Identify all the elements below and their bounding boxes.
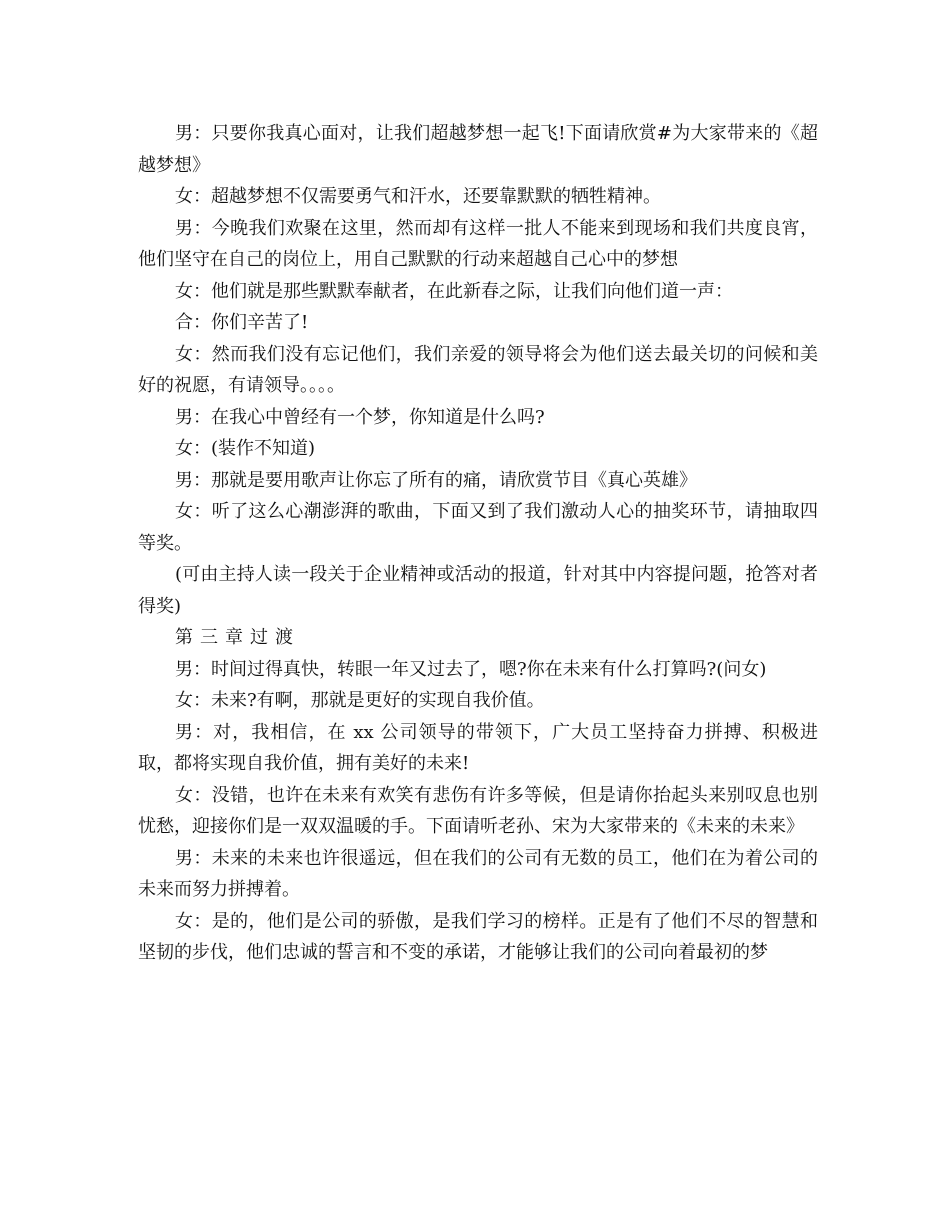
paragraph: 女：超越梦想不仅需要勇气和汗水，还要靠默默的牺牲精神。 [175,186,661,207]
paragraph: 女：听了这么心潮澎湃的歌曲，下面又到了我们激动人心的抽奖环节，请抽取四等奖。 [138,501,818,554]
paragraph: 女：然而我们没有忘记他们，我们亲爱的领导将会为他们送去最关切的问候和美好的祝愿，有请领导。。。。 [138,343,818,396]
paragraph: 男：那就是要用歌声让你忘了所有的痛，请欣赏节目《真心英雄》 [175,469,697,491]
paragraph: 男：在我心中曾经有一个梦，你知道是什么吗? [175,406,545,428]
paragraph: 女：是的，他们是公司的骄傲，是我们学习的榜样。正是有了他们不尽的智慧和坚韧的步伐，他们忠诚的誓言和不变的承诺，才能够让我们的公司向着最初的梦 [138,910,818,963]
paragraph: 男：今晚我们欢聚在这里，然而却有这样一批人不能来到现场和我们共度良宵，他们坚守在自己的岗位上，用自己默默的行动来超越自己心中的梦想 [138,217,818,270]
paragraph: 男：未来的未来也许很遥远，但在我们的公司有无数的员工，他们在为着公司的未来而努力拼搏着。 [138,847,818,900]
paragraph: 女：没错，也许在未来有欢笑有悲伤有许多等候，但是请你抬起头来别叹息也别忧愁，迎接你们是一双双温暖的手。下面请听老孙、宋为大家带来的《未来的未来》 [138,784,818,837]
paragraph: 女：未来?有啊，那就是更好的实现自我价值。 [175,690,545,711]
document-body [138,118,818,969]
paragraph: 男：对，我相信，在 xx 公司领导的带领下，广大员工坚持奋力拼搏、积极进取，都将实现自我价值，拥有美好的未来! [138,721,818,774]
chapter-heading: 第三章过渡 [175,627,300,648]
paragraph: 女：他们就是那些默默奉献者，在此新春之际，让我们向他们道一声： [175,280,733,302]
paragraph: 女：(装作不知道) [175,438,316,459]
paragraph: (可由主持人读一段关于企业精神或活动的报道，针对其中内容提问题，抢答对者得奖) [138,564,818,617]
paragraph: 男：只要你我真心面对，让我们超越梦想一起飞!下面请欣赏#为大家带来的《超越梦想》 [138,123,818,176]
paragraph: 合：你们辛苦了! [175,312,309,333]
paragraph: 男：时间过得真快，转眼一年又过去了，嗯?你在未来有什么打算吗?(问女) [175,658,767,680]
